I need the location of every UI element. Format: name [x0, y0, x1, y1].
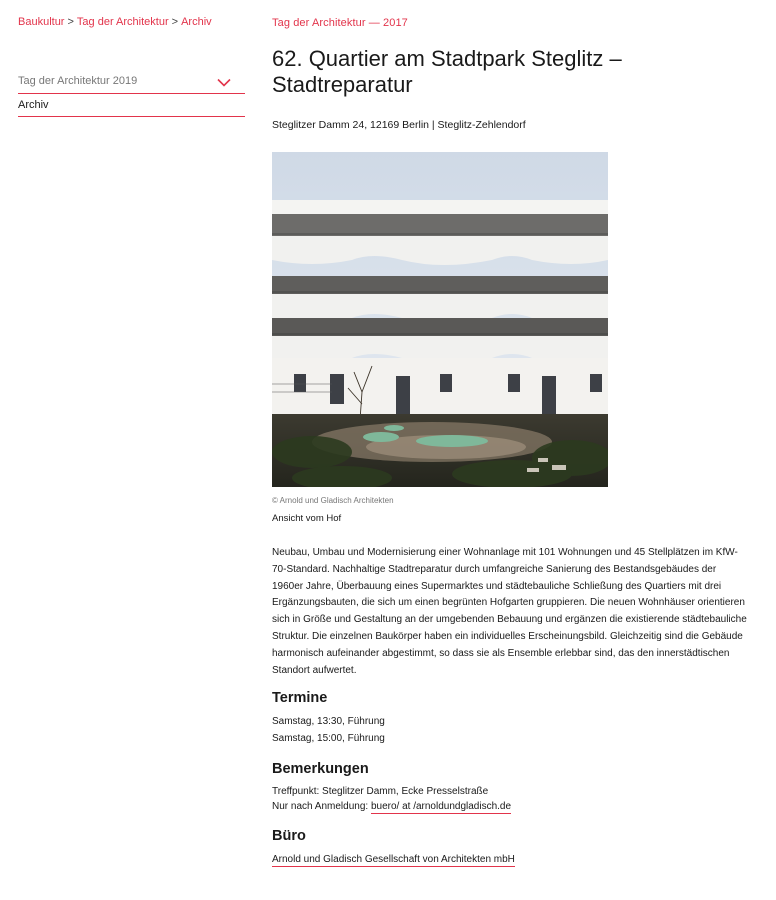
- meeting-point: Treffpunkt: Steglitzer Damm, Ecke Presselstraße: [272, 786, 489, 797]
- registration-email-link[interactable]: buero/ at /arnoldundgladisch.de: [370, 801, 512, 812]
- sidebar-item-label: Archiv: [18, 99, 49, 111]
- sidebar-item-archiv[interactable]: [18, 96, 245, 117]
- image-caption: Ansicht vom Hof: [272, 513, 342, 524]
- page-title: 62. Quartier am Stadtpark Steglitz – Stadtreparatur: [272, 46, 622, 97]
- breadcrumb-separator: >: [171, 16, 179, 28]
- event-kicker: Tag der Architektur — 2017: [272, 17, 408, 29]
- year-select[interactable]: [18, 72, 245, 94]
- termine-heading: Termine: [272, 690, 328, 706]
- breadcrumb-archiv[interactable]: Archiv: [181, 16, 212, 28]
- buero-heading: Büro: [272, 828, 306, 844]
- termin-item: Samstag, 13:30, Führung: [272, 716, 385, 727]
- termin-item: Samstag, 15:00, Führung: [272, 733, 385, 744]
- project-description: Neubau, Umbau und Modernisierung einer Wohnanlage mit 101 Wohnungen und 45 Stellplätzen im KfW-70-Standard. Nachhaltige Stadtreparatur durch umfangreiche Sanierung des Bestandsgebäudes der 1960er Jahre, Überbauung eines Supermarktes und städtebauliche Schließung des Quartiers mit drei Ergänzungsbauten, die sich um einen begrünten Hofgarten gruppieren. Die neuen Wohnhäuser orientieren sich in Größe und Gestaltung an der umgebenden Bebauung und ergänzen die existierende städtebauliche Struktur. Die einzelnen Baukörper haben ein individuelles Erscheinungsbild. Gleichzeitig sind die Gebäude harmonisch aufeinander abgestimmt, so dass sie als Ensemble erlebbar sind, das den innerstädtischen Standort aufwertet.: [272, 547, 747, 676]
- project-address: Steglitzer Damm 24, 12169 Berlin | Steglitz-Zehlendorf: [272, 119, 526, 131]
- year-select-label: Tag der Architektur 2019: [18, 75, 138, 87]
- buero-link[interactable]: Arnold und Gladisch Gesellschaft von Architekten mbH: [272, 854, 515, 865]
- chevron-down-icon[interactable]: [217, 78, 231, 87]
- building-courtyard-image: [272, 152, 608, 487]
- breadcrumb-tag-der-architektur[interactable]: Tag der Architektur: [76, 16, 169, 28]
- project-photo[interactable]: [272, 152, 608, 487]
- bemerkungen-heading: Bemerkungen: [272, 761, 369, 777]
- breadcrumb-separator: >: [67, 16, 74, 28]
- registration-line: [272, 801, 511, 812]
- breadcrumb: [18, 16, 212, 28]
- buero-line: [272, 854, 515, 865]
- breadcrumb-baukultur[interactable]: Baukultur: [18, 16, 65, 28]
- image-credit: © Arnold und Gladisch Architekten: [272, 496, 394, 505]
- registration-prefix: Nur nach Anmeldung:: [272, 801, 369, 812]
